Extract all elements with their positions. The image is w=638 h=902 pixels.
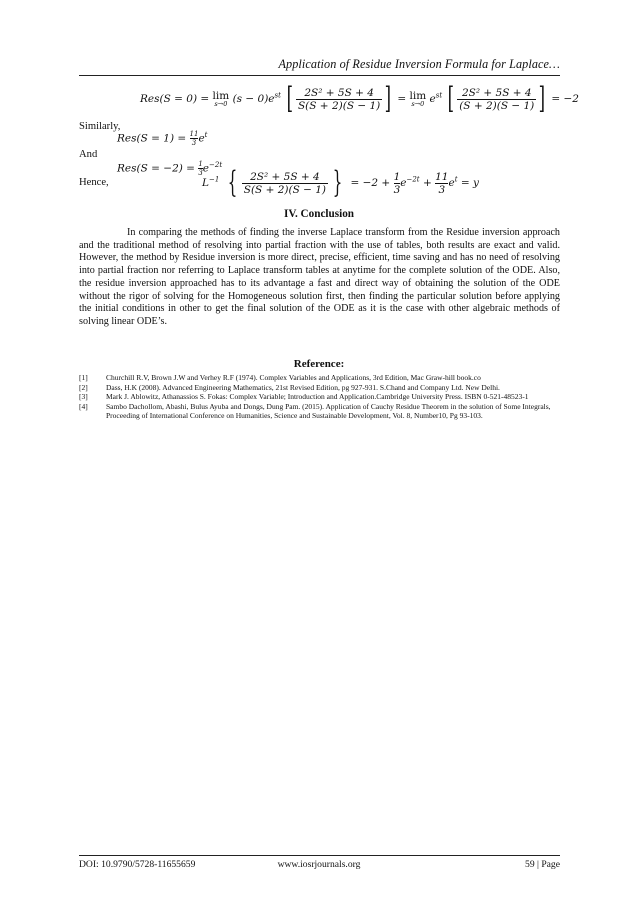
reference-number: [2] — [79, 382, 88, 392]
final-e1-exp: −2t — [406, 175, 420, 184]
res1-exp: t — [204, 131, 208, 139]
final-f2-num: 11 — [435, 170, 449, 183]
res0-numerator-2: 2S² + 5S + 4 — [461, 86, 532, 99]
res0-fraction-2 — [457, 87, 536, 112]
footer-website: www.iosrjournals.org — [277, 859, 361, 870]
reference-text: Churchill R.V, Brown J.W and Verhey R.F (1974). Complex Variables and Applications, 3rd Edition, Mac Graw-hill book.co — [106, 373, 481, 382]
equation-final — [202, 165, 479, 200]
res0-exp: st — [274, 91, 281, 100]
resm2-e: e — [202, 162, 210, 175]
res0-e2: e — [429, 93, 436, 105]
res0-limit — [213, 90, 230, 108]
footer-page-number: 59 | Page — [525, 859, 560, 870]
bracket-open: [ — [286, 81, 294, 116]
bracket-close: ] — [384, 81, 392, 116]
brace-open: { — [227, 165, 237, 200]
res0-lim2-text: lim — [409, 90, 427, 102]
res0-lhs: Res(S = 0) = — [140, 93, 213, 105]
final-f2-den: 3 — [435, 183, 448, 196]
res0-factor: (s − 0)e — [232, 93, 275, 105]
res0-denominator: S(S + 2)(S − 1) — [297, 99, 381, 112]
equation-res-s0 — [140, 81, 579, 116]
running-title: Application of Residue Inversion Formula for Laplace… — [278, 57, 560, 71]
final-y: = y — [460, 177, 479, 189]
res1-e: e — [198, 132, 205, 145]
reference-text: Sambo Dachollom, Abashi, Bulus Ayuba and Dongs, Dung Pam. (2015). Application of Cauchy Residue Theorem in the solution of Some Integrals, Proceeding of International Conference on Humanities, Science and Sustainable Development, Vol. 8, Number10, Pg 93-103. — [106, 401, 551, 420]
conclusion-heading: IV. Conclusion — [283, 208, 355, 220]
footer-rule — [79, 855, 560, 856]
res1-lhs: Res(S = 1) = — [117, 132, 190, 145]
res0-eq2: = — [397, 93, 407, 105]
header-rule — [79, 75, 560, 76]
res0-exp2: st — [435, 91, 443, 100]
equation-res-s1 — [117, 130, 208, 147]
final-e2-exp: t — [454, 175, 458, 184]
resm2-num: 1 — [198, 160, 203, 168]
reference-list — [79, 373, 560, 421]
similarly-label: Similarly, — [79, 121, 121, 132]
final-f1-den: 3 — [393, 183, 401, 196]
reference-number: [4] — [79, 401, 88, 411]
final-e1: e — [400, 177, 407, 189]
reference-number: [1] — [79, 373, 88, 382]
resm2-exp: −2t — [209, 161, 223, 169]
reference-number: [3] — [79, 392, 88, 401]
final-fraction — [242, 171, 328, 196]
conclusion-paragraph: In comparing the methods of finding the inverse Laplace transform from the Residue inversion approach and the traditional method of resolving into partial fraction with the use of tables, both results are exact and valid. However, the method by Residue inversion is more direct, precise, efficient, time saving and has no need of resolving into partial fraction nor referring to Laplace transform tables at anytime for the complete solution of the ODE. Also, the residue inversion approached has to its advantage a fast and direct way of obtaining the solution of the ODE without the rigor of solving for the Homogeneous solution first, then finding the particular solution before applying the initial conditions in other to get the final solution of the ODE as it is the case with other algebraic methods of solving linear ODE’s. — [79, 227, 560, 327]
res0-denominator-2: (S + 2)(S − 1) — [459, 99, 535, 112]
bracket-close-2: ] — [538, 81, 546, 116]
final-eq: = −2 + — [350, 177, 391, 189]
resm2-lhs: Res(S = −2) = — [117, 162, 199, 175]
reference-item — [79, 383, 560, 393]
res0-lim-text: lim — [212, 90, 230, 102]
hence-label: Hence, — [79, 177, 109, 188]
final-plus: + — [422, 177, 432, 189]
res0-lim2-sub: s→0 — [411, 100, 425, 108]
final-numerator: 2S² + 5S + 4 — [250, 170, 320, 183]
footer-doi: DOI: 10.9790/5728-11655659 — [79, 859, 196, 870]
res1-den: 3 — [190, 138, 199, 147]
res0-result: = −2 — [551, 93, 579, 105]
final-e2: e — [448, 177, 455, 189]
final-L-exp: −1 — [208, 175, 220, 184]
res0-limit-2 — [409, 90, 426, 108]
res0-lim-sub: s→0 — [214, 100, 228, 108]
resm2-den: 3 — [198, 169, 203, 177]
references-heading: Reference: — [293, 358, 345, 370]
and-label: And — [79, 149, 98, 160]
final-denominator: S(S + 2)(S − 1) — [243, 183, 327, 196]
final-L: L — [202, 177, 209, 189]
final-f1-num: 1 — [393, 170, 401, 183]
reference-text: Dass, H.K (2008). Advanced Engineering Mathematics, 21st Revised Edition, pg 927-931. S.Chand and Company Ltd. New Delhi. — [106, 382, 500, 392]
final-frac-2 — [435, 171, 448, 196]
res1-num: 11 — [189, 130, 199, 138]
res0-fraction — [296, 87, 382, 112]
reference-text: Mark J. Ablowitz, Athanassios S. Fokas: Complex Variable; Introduction and Application.Cambridge University Press. ISBN 0-521-48523-1 — [106, 392, 529, 401]
res0-numerator: 2S² + 5S + 4 — [304, 86, 374, 99]
bracket-open-2: [ — [448, 81, 455, 116]
reference-item — [79, 392, 560, 402]
brace-close: } — [332, 165, 343, 200]
reference-item — [79, 373, 560, 383]
reference-item — [79, 402, 560, 421]
